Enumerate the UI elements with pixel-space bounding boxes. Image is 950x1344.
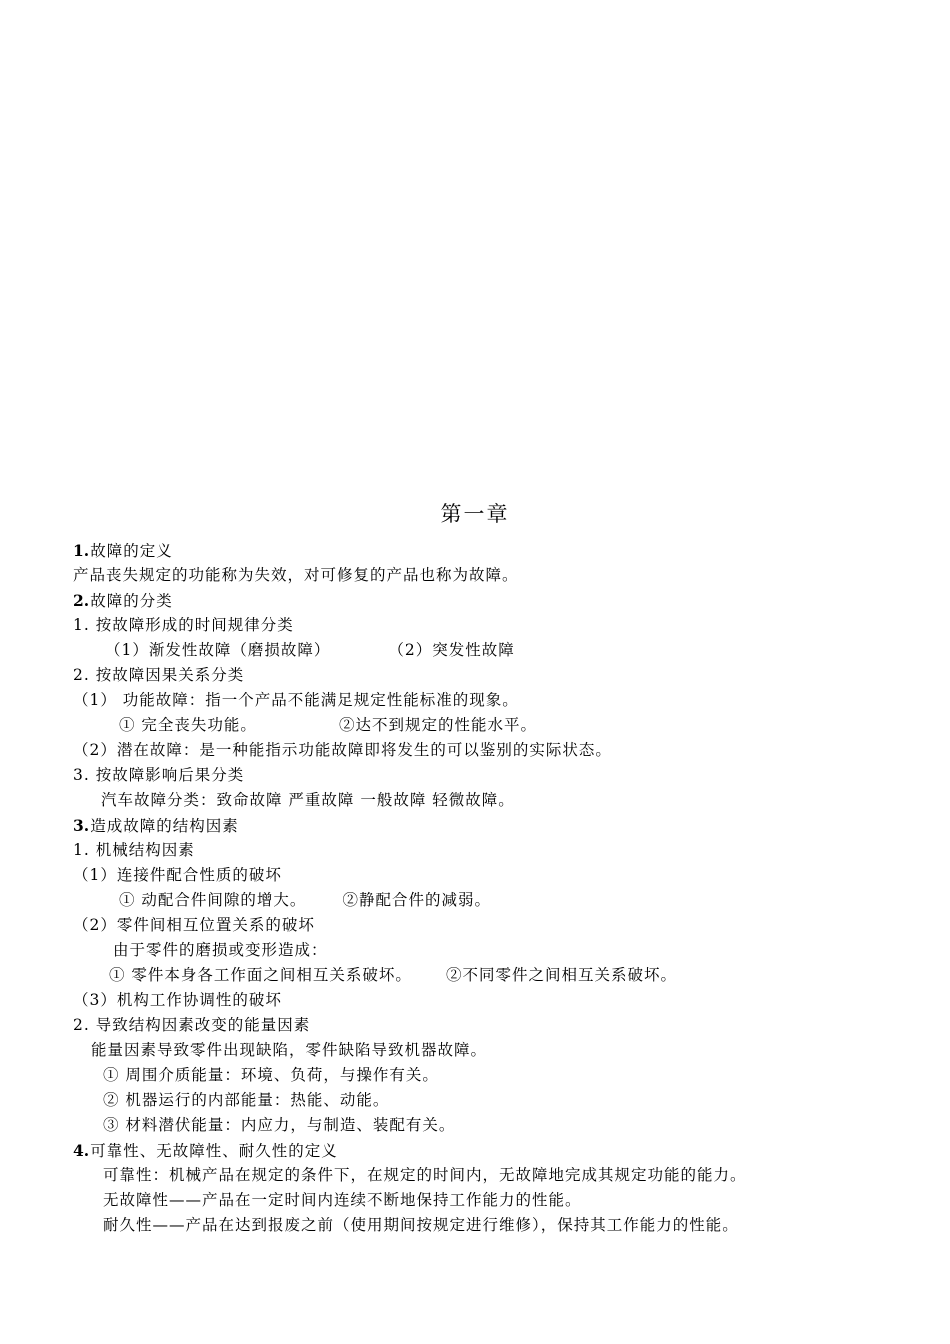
list-item-fit-types bbox=[73, 888, 903, 913]
item-vehicle-failure-classes: 汽车故障分类：致命故障 严重故障 一般故障 轻微故障。 bbox=[101, 791, 515, 809]
item-functional-failure: （1） 功能故障：指一个产品不能满足规定性能标准的现象。 bbox=[73, 691, 519, 709]
section-title: 可靠性、无故障性、耐久性的定义 bbox=[90, 1142, 338, 1160]
paragraph-failure-definition: 产品丧失规定的功能称为失效，对可修复的产品也称为故障。 bbox=[73, 566, 519, 584]
document-body bbox=[73, 538, 903, 1238]
list-item-functional-types bbox=[73, 713, 903, 738]
item-total-loss: ① 完全丧失功能。 bbox=[119, 716, 257, 734]
item-interference-weakening: ②静配合件的减弱。 bbox=[342, 891, 491, 909]
subheading-energy-factors: 2. 导致结构因素改变的能量因素 bbox=[73, 1016, 311, 1034]
item-internal-energy: ② 机器运行的内部能量：热能、动能。 bbox=[103, 1091, 390, 1109]
section-title: 造成故障的结构因素 bbox=[90, 817, 239, 835]
item-clearance-increase: ① 动配合件间隙的增大。 bbox=[119, 891, 307, 909]
item-sudden-failure: （2）突发性故障 bbox=[388, 641, 515, 659]
section-heading-2 bbox=[73, 588, 903, 613]
item-gradual-failure: （1）渐发性故障（磨损故障） bbox=[105, 641, 331, 659]
section-heading-3 bbox=[73, 813, 903, 838]
section-heading-4 bbox=[73, 1138, 903, 1163]
subheading-causal-classification: 2. 按故障因果关系分类 bbox=[73, 666, 245, 684]
definition-failure-free: 无故障性——产品在一定时间内连续不断地保持工作能力的性能。 bbox=[103, 1191, 582, 1209]
list-item-time-classes bbox=[73, 638, 903, 663]
item-coordination-destruction: （3）机构工作协调性的破坏 bbox=[73, 991, 282, 1009]
subheading-time-classification: 1. 按故障形成的时间规律分类 bbox=[73, 616, 294, 634]
subheading-consequence-classification: 3. 按故障影响后果分类 bbox=[73, 766, 245, 784]
item-latent-energy: ③ 材料潜伏能量：内应力，与制造、装配有关。 bbox=[103, 1116, 456, 1134]
item-same-part: ① 零件本身各工作面之间相互关系破坏。 bbox=[109, 966, 412, 984]
item-environment-energy: ① 周围介质能量：环境、负荷，与操作有关。 bbox=[103, 1066, 439, 1084]
item-different-parts: ②不同零件之间相互关系破坏。 bbox=[445, 966, 677, 984]
subheading-mechanical-structure: 1. 机械结构因素 bbox=[73, 841, 195, 859]
text-position-cause: 由于零件的磨损或变形造成： bbox=[113, 941, 328, 959]
item-position-destruction: （2）零件间相互位置关系的破坏 bbox=[73, 916, 315, 934]
section-number: 2. bbox=[73, 591, 90, 610]
item-potential-failure: （2）潜在故障：是一种能指示功能故障即将发生的可以鉴别的实际状态。 bbox=[73, 741, 612, 759]
section-number: 1. bbox=[73, 541, 90, 560]
section-title: 故障的定义 bbox=[90, 542, 173, 560]
item-fit-destruction: （1）连接件配合性质的破坏 bbox=[73, 866, 282, 884]
definition-reliability: 可靠性：机械产品在规定的条件下，在规定的时间内，无故障地完成其规定功能的能力。 bbox=[103, 1166, 747, 1184]
section-heading-1 bbox=[73, 538, 903, 563]
section-title: 故障的分类 bbox=[90, 592, 173, 610]
section-number: 4. bbox=[73, 1141, 90, 1160]
item-below-standard: ②达不到规定的性能水平。 bbox=[338, 716, 537, 734]
chapter-title: 第一章 bbox=[440, 502, 510, 526]
list-item-position-types bbox=[73, 963, 903, 988]
section-number: 3. bbox=[73, 816, 90, 835]
definition-durability: 耐久性——产品在达到报废之前（使用期间按规定进行维修），保持其工作能力的性能。 bbox=[103, 1216, 739, 1234]
text-energy-description: 能量因素导致零件出现缺陷，零件缺陷导致机器故障。 bbox=[91, 1041, 488, 1059]
